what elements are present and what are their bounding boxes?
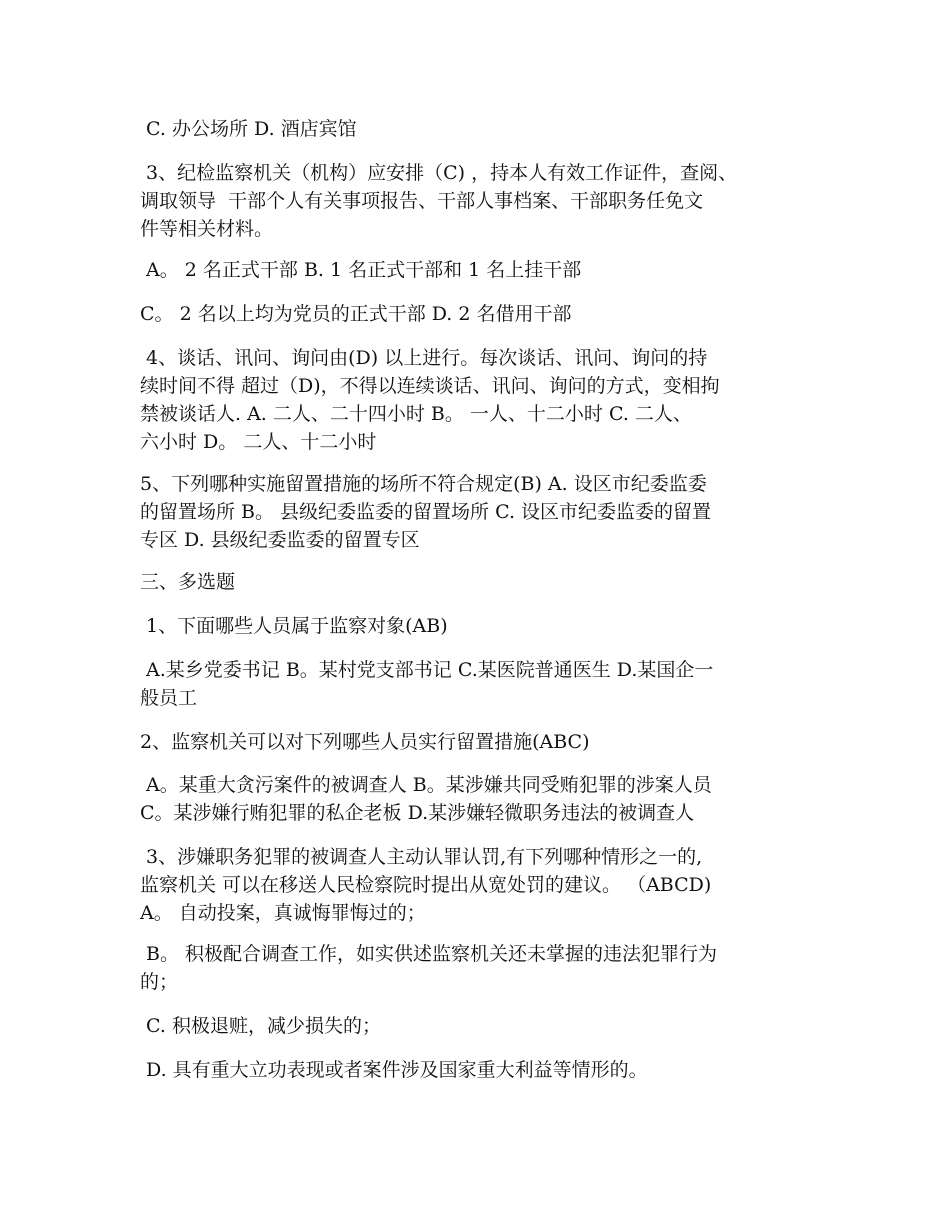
multi-question-1-options — [140, 656, 830, 712]
text-line: 续时间不得 超过（D)，不得以连续谈话、讯问、询问的方式，变相拘 — [140, 375, 720, 397]
text-line: C. 办公场所 D. 酒店宾馆 — [140, 118, 357, 140]
text-line: 的； — [140, 971, 179, 993]
paragraph-options-c-d — [140, 115, 830, 143]
text-line: 六小时 D。 二人、十二小时 — [140, 431, 377, 453]
text-line: 件等相关材料。 — [140, 218, 274, 240]
multi-question-3-option-c — [140, 1012, 830, 1040]
text-line: C. 积极退赃，减少损失的； — [140, 1015, 381, 1037]
text-line: A。 自动投案，真诚悔罪悔过的； — [140, 902, 426, 924]
text-line: 禁被谈话人. A. 二人、二十四小时 B。 一人、十二小时 C. 二人、 — [140, 403, 692, 425]
multi-question-3-option-b — [140, 940, 830, 996]
text-line: 三、多选题 — [140, 571, 236, 593]
multi-question-2-options — [140, 771, 830, 827]
text-line: 3、纪检监察机关（机构）应安排（C) ，持本人有效工作证件，查阅、 — [140, 162, 738, 184]
text-line: 4、谈话、讯问、询问由(D) 以上进行。每次谈话、讯问、询问的持 — [140, 347, 708, 369]
text-line: A。 2 名正式干部 B. 1 名正式干部和 1 名上挂干部 — [140, 259, 582, 281]
text-line: A.某乡党委书记 B。某村党支部书记 C.某医院普通医生 D.某国企一 — [140, 659, 714, 681]
text-line: 调取领导 干部个人有关事项报告、干部人事档案、干部职务任免文 — [140, 190, 704, 212]
section-heading-multiple-choice — [140, 568, 830, 596]
question-3-options-c-d — [140, 300, 830, 328]
question-4 — [140, 344, 830, 456]
multi-question-3-option-d — [140, 1056, 830, 1084]
multi-question-3 — [140, 843, 830, 927]
question-3-options-a-b — [140, 256, 830, 284]
text-line: B。 积极配合调查工作，如实供述监察机关还未掌握的违法犯罪行为 — [140, 943, 718, 965]
text-line: 5、下列哪种实施留置措施的场所不符合规定(B) A. 设区市纪委监委 — [140, 473, 707, 495]
text-line: C。某涉嫌行贿犯罪的私企老板 D.某涉嫌轻微职务违法的被调查人 — [140, 802, 695, 824]
text-line: 2、监察机关可以对下列哪些人员实行留置措施(ABC) — [140, 731, 590, 753]
question-3 — [140, 159, 830, 243]
question-5 — [140, 470, 830, 554]
text-line: 3、涉嫌职务犯罪的被调查人主动认罪认罚,有下列哪种情形之一的, — [140, 846, 703, 868]
text-line: A。某重大贪污案件的被调查人 B。某涉嫌共同受贿犯罪的涉案人员 — [140, 774, 712, 796]
text-line: 监察机关 可以在移送人民检察院时提出从宽处罚的建议。 （ABCD) — [140, 874, 712, 896]
text-line: 专区 D. 县级纪委监委的留置专区 — [140, 529, 420, 551]
text-line: 般员工 — [140, 687, 198, 709]
text-line: D. 具有重大立功表现或者案件涉及国家重大利益等情形的。 — [140, 1059, 648, 1081]
multi-question-1 — [140, 612, 830, 640]
text-line: C。 2 名以上均为党员的正式干部 D. 2 名借用干部 — [140, 303, 572, 325]
multi-question-2 — [140, 728, 830, 756]
text-line: 1、下面哪些人员属于监察对象(AB) — [140, 615, 448, 637]
text-line: 的留置场所 B。 县级纪委监委的留置场所 C. 设区市纪委监委的留置 — [140, 501, 712, 523]
